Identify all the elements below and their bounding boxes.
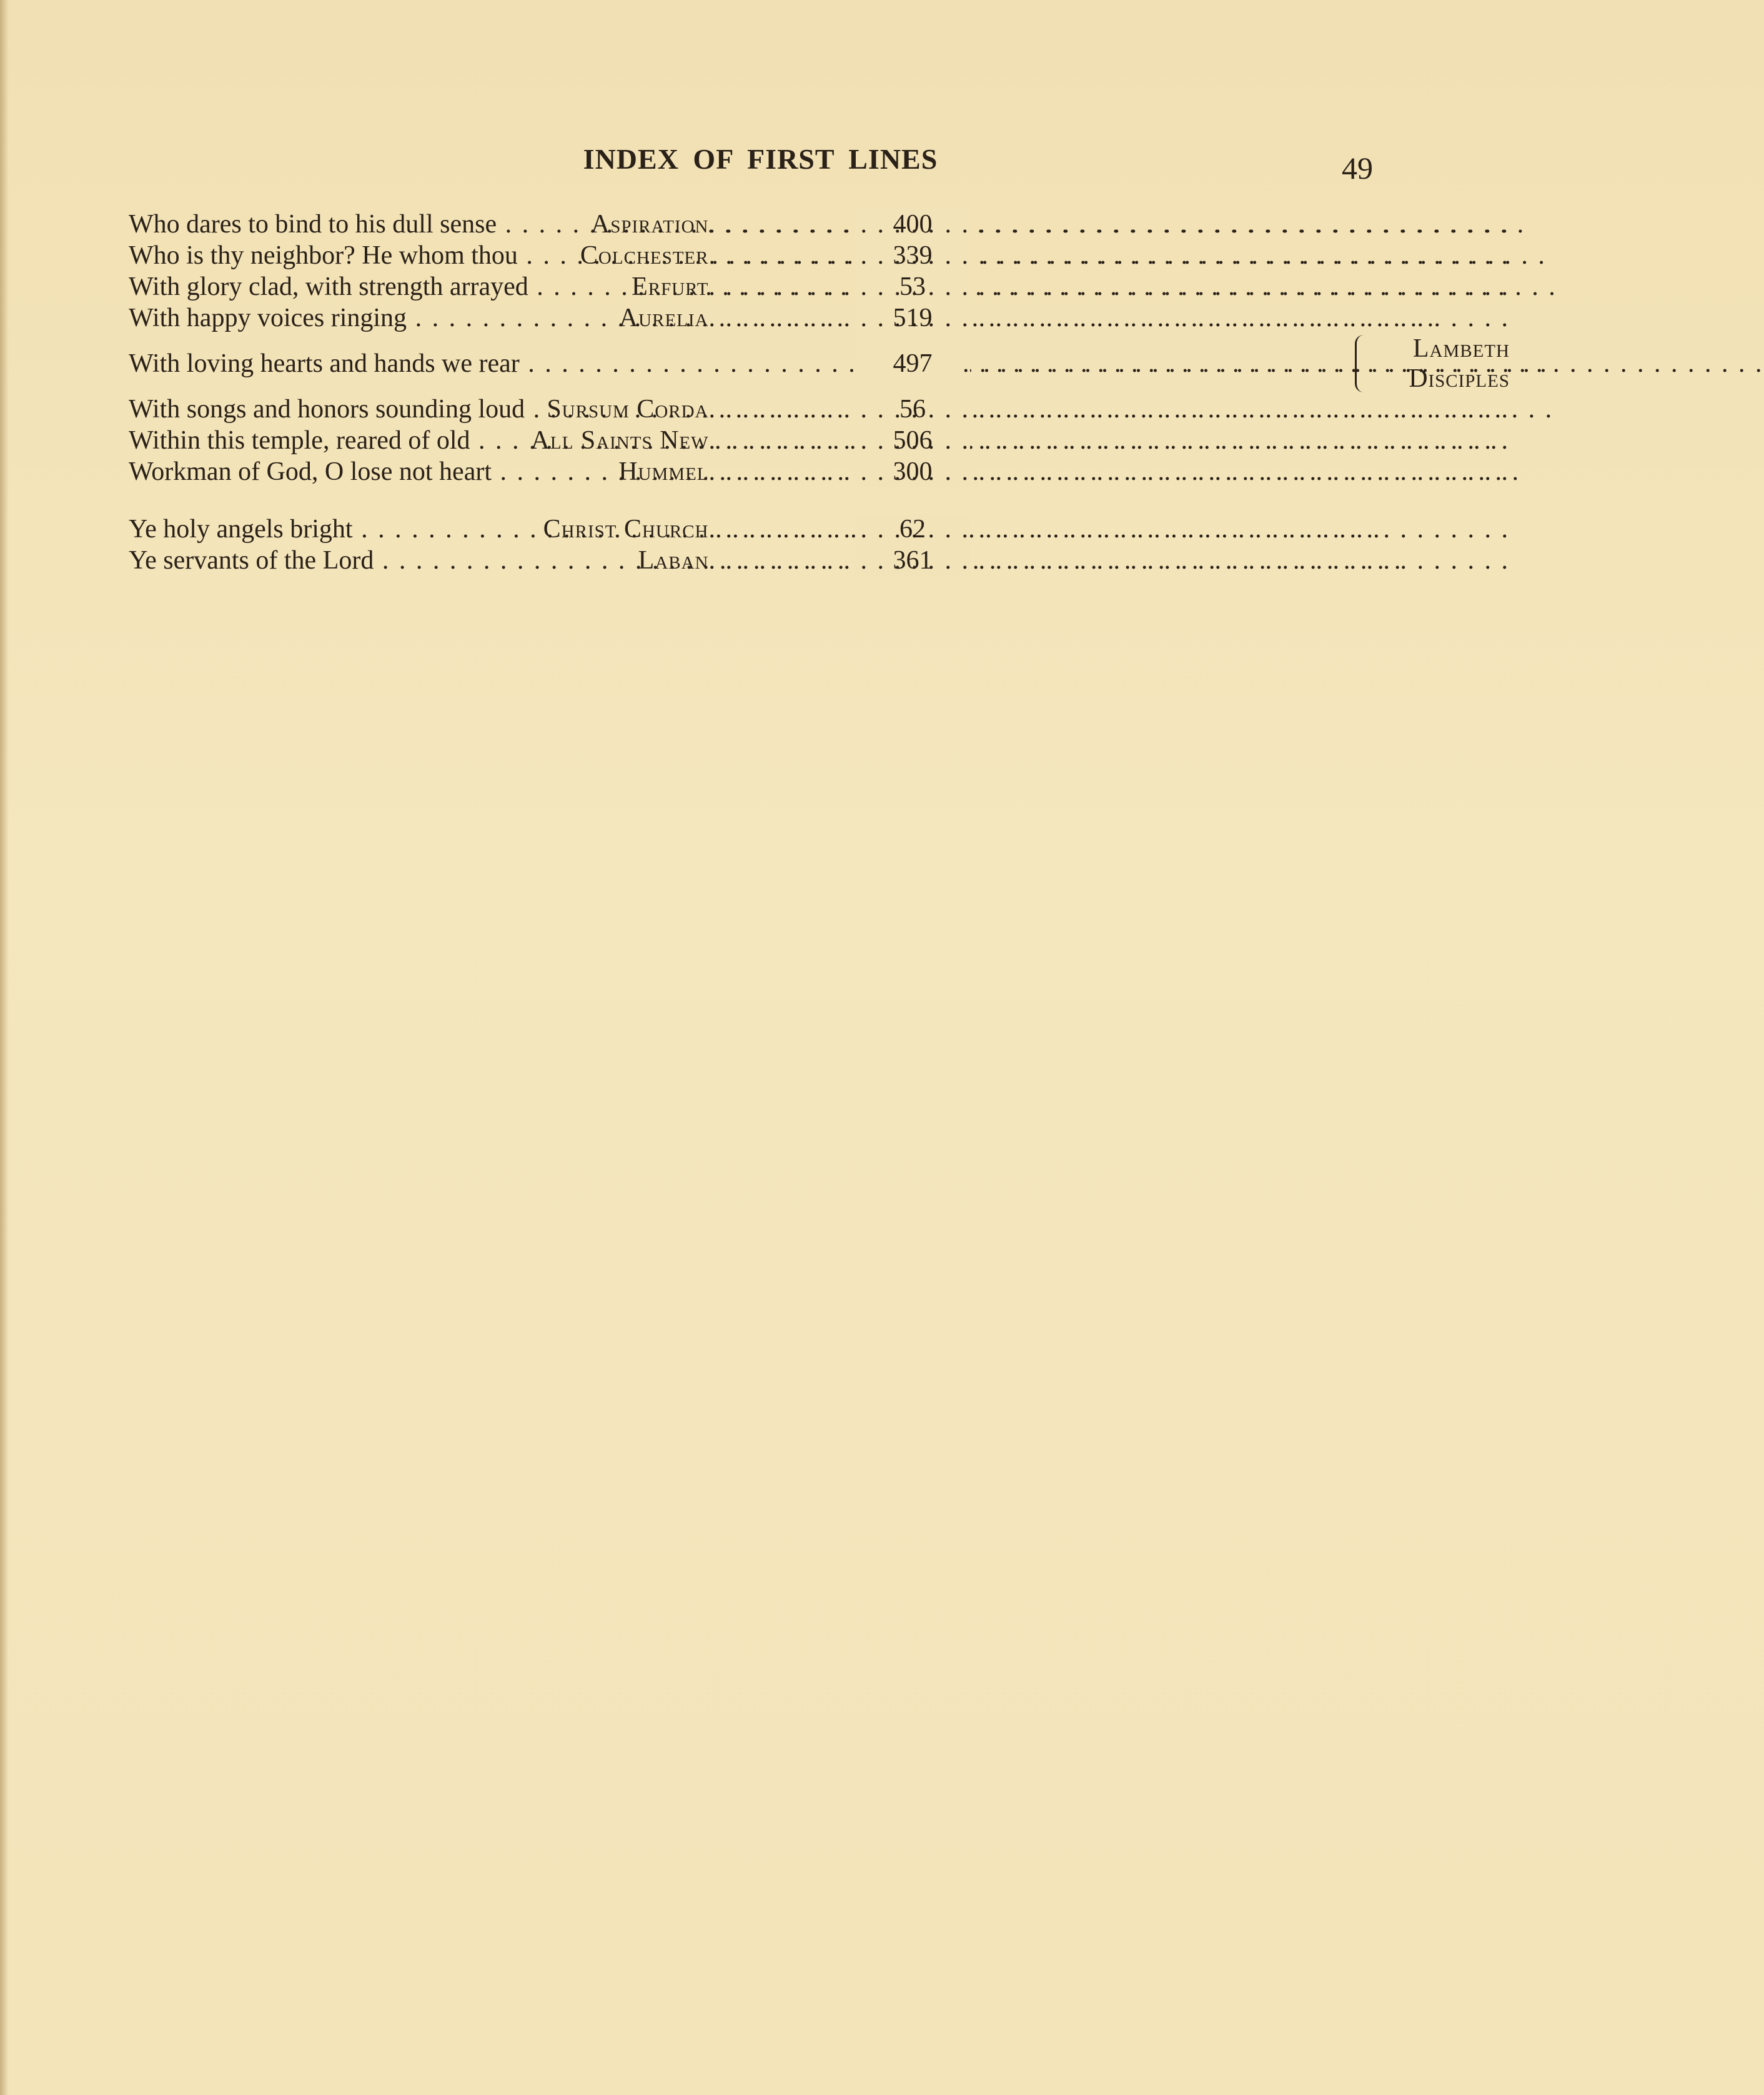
index-entry	[129, 514, 926, 545]
first-line: With songs and honors sounding loud . . .	[129, 394, 853, 425]
hymn-number: 506	[855, 425, 970, 456]
index-entry	[129, 334, 1510, 394]
hymn-number: 300	[855, 456, 970, 487]
index-entry	[129, 394, 926, 425]
page-number: 49	[1342, 151, 1373, 186]
index-entry	[129, 425, 933, 456]
page-edge-shadow	[0, 0, 9, 2095]
tune-name: . . . Laban	[963, 545, 1510, 576]
first-line: Ye holy angels bright . . .	[129, 514, 853, 545]
tune-name: Disciples	[1409, 364, 1510, 393]
index-entry	[129, 209, 933, 240]
tune-name: . . . Colchester	[963, 240, 1510, 271]
index-entry	[129, 240, 933, 271]
first-line: Within this temple, reared of old . . .	[129, 425, 853, 456]
running-head: INDEX OF FIRST LINES	[583, 143, 938, 175]
hymn-number: 53	[855, 271, 970, 302]
tune-name: . . . Sursum Corda	[963, 394, 1510, 425]
hymn-number: 339	[855, 240, 970, 271]
tune-name: . . . Aurelia	[963, 302, 1510, 334]
index-list	[129, 209, 1510, 576]
tune-name: . . . All Saints New	[963, 425, 1510, 456]
hymn-number: 497	[855, 334, 970, 394]
first-line: Ye servants of the Lord . . .	[129, 545, 853, 576]
tune-name: . . . Christ Church	[963, 514, 1510, 545]
index-entry	[129, 302, 933, 334]
index-entry	[129, 271, 926, 302]
first-line: With loving hearts and hands we rear . . .	[129, 334, 853, 394]
first-line: Who dares to bind to his dull sense . . .	[129, 209, 853, 240]
hymn-number: 400	[855, 209, 970, 240]
tune-name: Lambeth	[1412, 334, 1510, 363]
leader-dots	[963, 334, 1362, 394]
first-line: With glory clad, with strength arrayed . . .	[129, 271, 853, 302]
first-line: With happy voices ringing . . .	[129, 302, 853, 334]
first-line: Workman of God, O lose not heart . . .	[129, 456, 853, 487]
tune-name: . . . Aspiration	[963, 209, 1510, 240]
hymn-number: 361	[855, 545, 970, 576]
tune-name: . . . Erfurt	[963, 271, 1510, 302]
brace	[1355, 335, 1369, 392]
index-entry	[129, 545, 933, 576]
first-line: Who is thy neighbor? He whom thou . . .	[129, 240, 853, 271]
hymn-number: 519	[855, 302, 970, 334]
tune-pair	[963, 334, 1510, 394]
hymn-number: 56	[855, 394, 970, 425]
tune-name: . . . Hummel	[963, 456, 1510, 487]
index-entry	[129, 456, 933, 487]
hymn-number: 62	[855, 514, 970, 545]
